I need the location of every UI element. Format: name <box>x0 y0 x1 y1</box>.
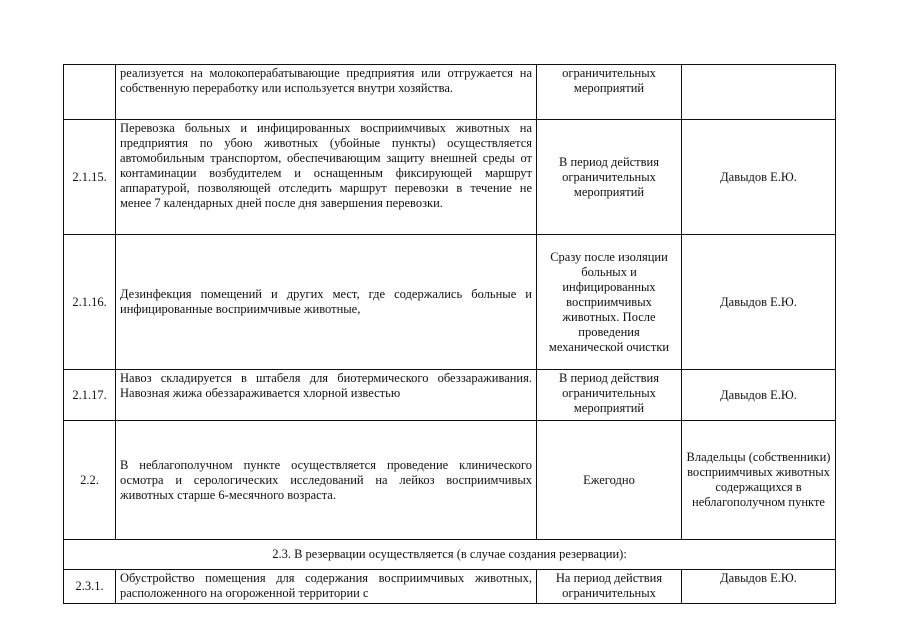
measure-description: Дезинфекция помещений и других мест, где содержались больные и инфицированные восприимчивые животные, <box>116 235 537 370</box>
row-number: 2.1.16. <box>64 235 116 370</box>
table-row <box>64 370 836 421</box>
responsible-person: Владельцы (собственники) восприимчивых животных содержащихся в неблагополучном пункте <box>682 421 836 540</box>
responsible-person <box>682 65 836 120</box>
section-heading: 2.3. В резервации осуществляется (в случае создания резервации): <box>64 540 836 570</box>
row-number: 2.1.17. <box>64 370 116 421</box>
responsible-person: Давыдов Е.Ю. <box>682 120 836 235</box>
table-row <box>64 421 836 540</box>
measure-period: Ежегодно <box>537 421 682 540</box>
section-heading-row <box>64 540 836 570</box>
measure-description: Навоз складируется в штабеля для биотермического обеззараживания. Навозная жижа обеззараживается хлорной известью <box>116 370 537 421</box>
measure-period: ограничительных мероприятий <box>537 65 682 120</box>
responsible-person: Давыдов Е.Ю. <box>682 570 836 604</box>
measure-period: На период действия ограничительных <box>537 570 682 604</box>
row-number: 2.2. <box>64 421 116 540</box>
row-number: 2.3.1. <box>64 570 116 604</box>
table-row <box>64 570 836 604</box>
table-row <box>64 235 836 370</box>
measures-table <box>63 64 836 604</box>
measure-description: Обустройство помещения для содержания восприимчивых животных, расположенного на огороженной территории с <box>116 570 537 604</box>
responsible-person: Давыдов Е.Ю. <box>682 235 836 370</box>
row-number: 2.1.15. <box>64 120 116 235</box>
measure-description: Перевозка больных и инфицированных восприимчивых животных на предприятия по убою животных (убойные пункты) осуществляется автомобильным транспортом, обеспечивающим защиту внешней среды от контаминации возбудителем и оснащенным фиксирующей маршрут аппаратурой, позволяющей отследить маршрут перевозки в течение не менее 7 календарных дней после дня завершения перевозки. <box>116 120 537 235</box>
table-row <box>64 120 836 235</box>
measure-description: В неблагополучном пункте осуществляется проведение клинического осмотра и серологических исследований на лейкоз восприимчивых животных старше 6-месячного возраста. <box>116 421 537 540</box>
responsible-person: Давыдов Е.Ю. <box>682 370 836 421</box>
measure-period: В период действия ограничительных мероприятий <box>537 370 682 421</box>
measure-period: Сразу после изоляции больных и инфицированных восприимчивых животных. После проведения механической очистки <box>537 235 682 370</box>
measure-description: реализуется на молокоперабатывающие предприятия или отгружается на собственную переработку или используется внутри хозяйства. <box>116 65 537 120</box>
table-row <box>64 65 836 120</box>
measure-period: В период действия ограничительных мероприятий <box>537 120 682 235</box>
row-number <box>64 65 116 120</box>
